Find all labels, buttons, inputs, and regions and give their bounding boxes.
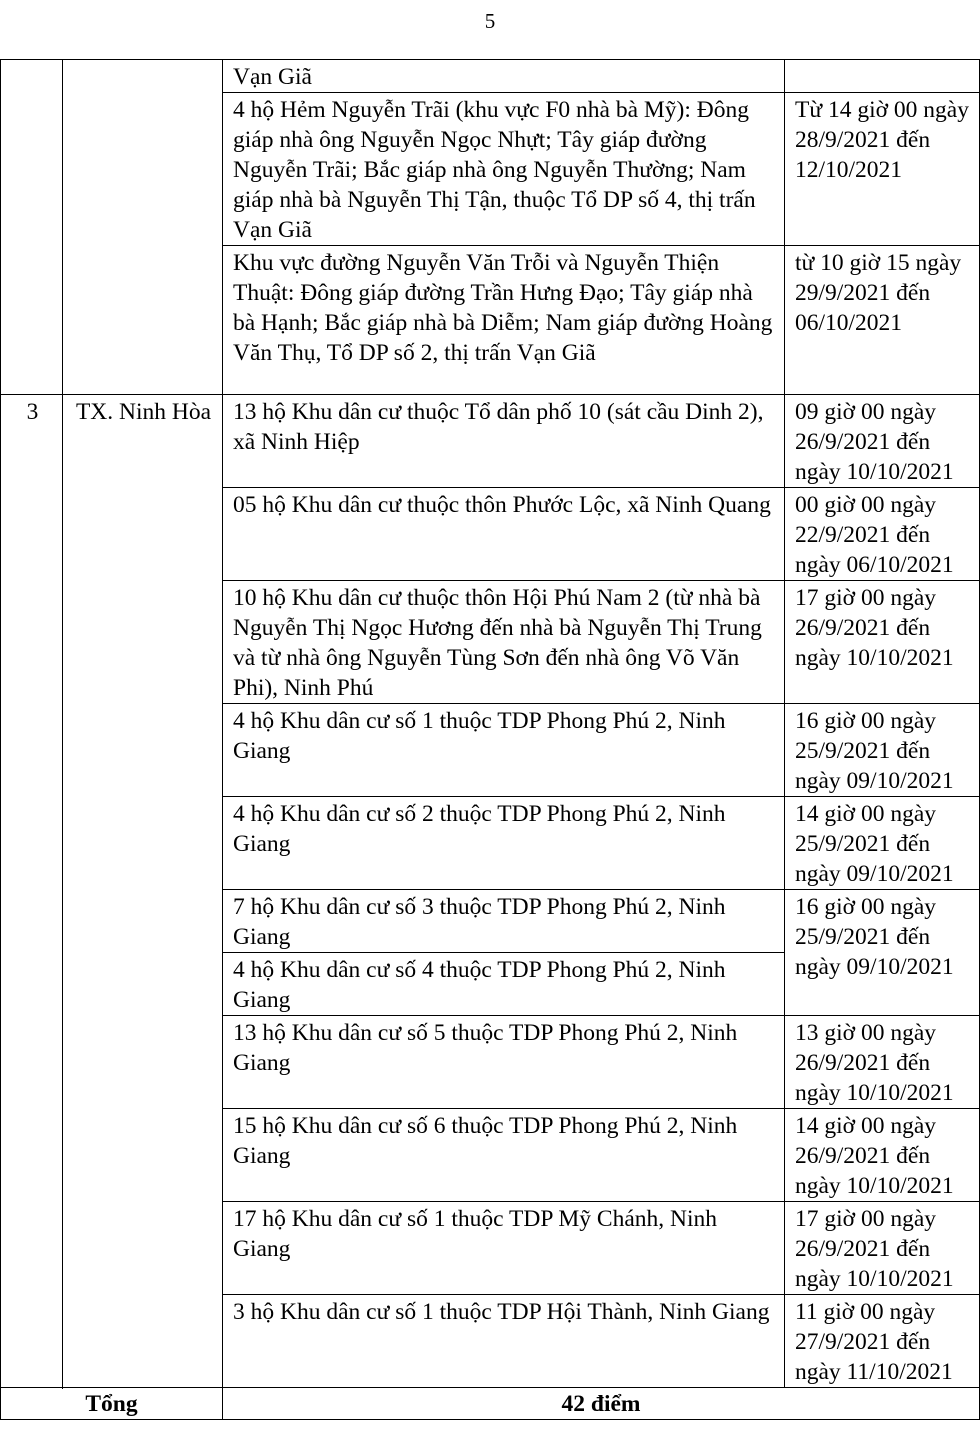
time-cell: từ 10 giờ 15 ngày 29/9/2021 đến 06/10/2021 xyxy=(785,246,980,395)
location-cell: 13 hộ Khu dân cư số 5 thuộc TDP Phong Phú 2, Ninh Giang xyxy=(223,1016,785,1109)
location-cell: 4 hộ Khu dân cư số 1 thuộc TDP Phong Phú 2, Ninh Giang xyxy=(223,704,785,797)
table-row xyxy=(1,395,980,488)
total-label: Tổng xyxy=(1,1388,223,1420)
time-cell xyxy=(785,60,980,93)
time-cell: 13 giờ 00 ngày 26/9/2021 đến ngày 10/10/2021 xyxy=(785,1016,980,1109)
time-cell: 17 giờ 00 ngày 26/9/2021 đến ngày 10/10/2021 xyxy=(785,1202,980,1295)
quarantine-area-table xyxy=(0,59,980,1420)
location-cell: 13 hộ Khu dân cư thuộc Tổ dân phố 10 (sát cầu Dinh 2), xã Ninh Hiệp xyxy=(223,395,785,488)
page-number: 5 xyxy=(484,9,496,33)
time-cell: 17 giờ 00 ngày 26/9/2021 đến ngày 10/10/2021 xyxy=(785,581,980,704)
table-row xyxy=(1,60,980,93)
location-cell: Khu vực đường Nguyễn Văn Trỗi và Nguyễn Thiện Thuật: Đông giáp đường Trần Hưng Đạo; Tây giáp nhà bà Hạnh; Bắc giáp nhà bà Diễm; Nam giáp đường Hoàng Văn Thụ, Tổ DP số 2, thị trấn Vạn Giã xyxy=(223,246,785,395)
location-cell: 4 hộ Khu dân cư số 4 thuộc TDP Phong Phú 2, Ninh Giang xyxy=(223,953,785,1016)
stt-cell-empty xyxy=(1,60,63,395)
unit-cell-empty xyxy=(63,60,223,395)
location-cell: 4 hộ Hẻm Nguyễn Trãi (khu vực F0 nhà bà Mỹ): Đông giáp nhà ông Nguyễn Ngọc Nhựt; Tây giáp đường Nguyễn Trãi; Bắc giáp nhà ông Nguyễn Thường; Nam giáp nhà bà Nguyễn Thị Tận, thuộc Tổ DP số 4, thị trấn Vạn Giã xyxy=(223,93,785,246)
location-cell: 7 hộ Khu dân cư số 3 thuộc TDP Phong Phú 2, Ninh Giang xyxy=(223,890,785,953)
time-cell: 09 giờ 00 ngày 26/9/2021 đến ngày 10/10/2021 xyxy=(785,395,980,488)
location-cell: 10 hộ Khu dân cư thuộc thôn Hội Phú Nam 2 (từ nhà bà Nguyễn Thị Ngọc Hương đến nhà bà Nguyễn Thị Trung và từ nhà ông Nguyễn Tùng Sơn đến nhà ông Võ Văn Phi), Ninh Phú xyxy=(223,581,785,704)
time-cell: 14 giờ 00 ngày 26/9/2021 đến ngày 10/10/2021 xyxy=(785,1109,980,1202)
location-cell: Vạn Giã xyxy=(223,60,785,93)
time-cell: 16 giờ 00 ngày 25/9/2021 đến ngày 09/10/2021 xyxy=(785,890,980,1016)
time-cell: 16 giờ 00 ngày 25/9/2021 đến ngày 09/10/2021 xyxy=(785,704,980,797)
location-cell: 05 hộ Khu dân cư thuộc thôn Phước Lộc, xã Ninh Quang xyxy=(223,488,785,581)
time-cell: Từ 14 giờ 00 ngày 28/9/2021 đến 12/10/2021 xyxy=(785,93,980,246)
stt-cell: 3 xyxy=(1,395,63,1388)
unit-cell: TX. Ninh Hòa xyxy=(63,395,223,1388)
location-cell: 3 hộ Khu dân cư số 1 thuộc TDP Hội Thành, Ninh Giang xyxy=(223,1295,785,1388)
time-cell: 14 giờ 00 ngày 25/9/2021 đến ngày 09/10/2021 xyxy=(785,797,980,890)
location-cell: 15 hộ Khu dân cư số 6 thuộc TDP Phong Phú 2, Ninh Giang xyxy=(223,1109,785,1202)
total-row xyxy=(1,1388,980,1420)
location-cell: 17 hộ Khu dân cư số 1 thuộc TDP Mỹ Chánh, Ninh Giang xyxy=(223,1202,785,1295)
total-value: 42 điểm xyxy=(223,1388,980,1420)
location-cell: 4 hộ Khu dân cư số 2 thuộc TDP Phong Phú 2, Ninh Giang xyxy=(223,797,785,890)
time-cell: 00 giờ 00 ngày 22/9/2021 đến ngày 06/10/2021 xyxy=(785,488,980,581)
time-cell: 11 giờ 00 ngày 27/9/2021 đến ngày 11/10/2021 xyxy=(785,1295,980,1388)
